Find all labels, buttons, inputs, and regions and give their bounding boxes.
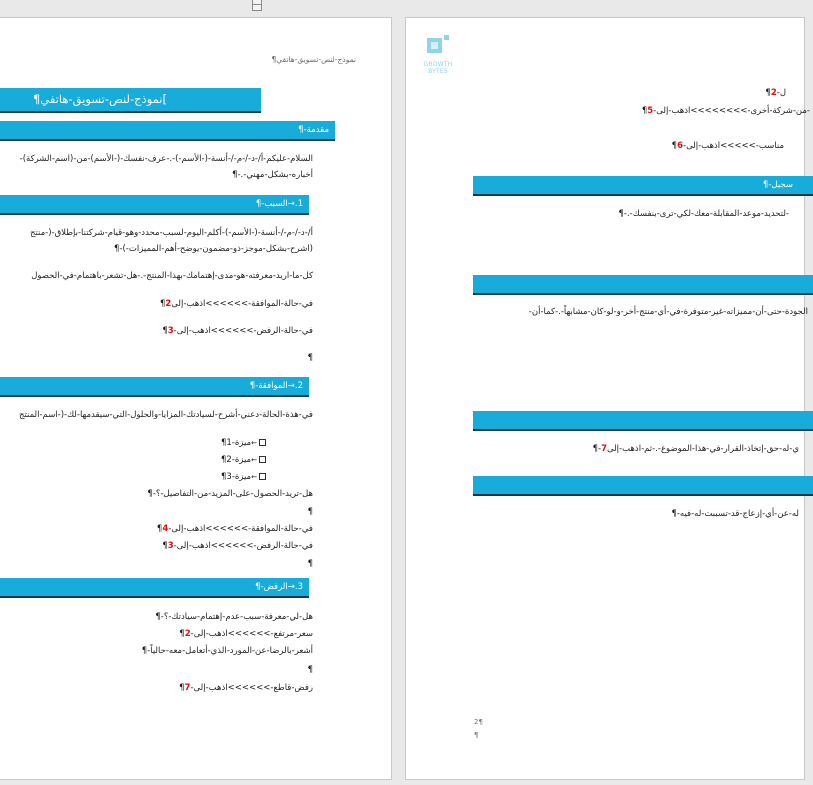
page-header: نموذج-لنص-تسويق-هاتفي¶ [271, 55, 356, 64]
heading-registration-label[interactable]: سجيل-¶ [762, 180, 793, 190]
intro-line-2[interactable]: أخباره-بشكل-مهني-.-¶ [232, 170, 313, 180]
blank-paragraph[interactable]: ¶ [307, 559, 313, 569]
feature-item[interactable] [221, 454, 266, 466]
intro-line-1[interactable]: السلام-عليكم-أ/-د-/-م-/-أنسة-(-الأسم-)-.-عرف-نفسك-(-الأسم)-من-(اسم-الشركة)- [19, 154, 313, 164]
heading-intro [0, 121, 335, 141]
reason-line-3[interactable]: كل-ما-اريد-معرفته-هو-مدى-إهتمامك-بهذا-المنتج-.-هل-تشعر-باهتمام-في-الحصول [31, 271, 313, 281]
document-page-1 [0, 17, 392, 780]
document-title[interactable]: ]نموذج-لنص-تسويق-هاتفي¶ [32, 92, 167, 106]
refusal-flat-text: رفض-قاطع->>>>>>اذهب-إلى- [190, 683, 313, 693]
pilcrow: -¶ [592, 444, 602, 454]
checkbox-bullet-icon [259, 439, 266, 446]
refusal-flat-line[interactable] [179, 682, 313, 694]
blank-paragraph[interactable]: ¶ [307, 507, 313, 517]
reason-agree-line[interactable] [160, 298, 313, 310]
heading-section-7 [473, 476, 813, 496]
checkbox-bullet-icon [259, 456, 266, 463]
feature-label: ميزة-3¶ [220, 472, 252, 482]
page-number: 2¶ [474, 718, 483, 726]
refusal-line-1[interactable]: هل-لي-معرفة-سبب-عدم-إهتمام-سيادتك-؟-¶ [155, 612, 313, 622]
goto-number: 7 [601, 444, 607, 454]
goto-number: 5 [647, 106, 654, 116]
logo-square-icon [427, 38, 442, 53]
feature-item[interactable] [221, 471, 266, 483]
heading-agreement-label[interactable]: 2.→الموافقة-¶ [249, 381, 303, 391]
pilcrow: ¶ [179, 683, 185, 693]
goto-number: 6 [677, 141, 683, 151]
goto-number: 4 [162, 524, 169, 534]
pilcrow: ¶ [765, 88, 771, 98]
goto-number: 3 [167, 541, 174, 551]
goto-number: 7 [184, 683, 191, 693]
line-text: -من-شركة-أخرى->>>>>>>>اذهب-إلى- [653, 106, 810, 116]
blank-paragraph[interactable]: ¶ [307, 665, 313, 675]
agreement-refuse-line[interactable] [162, 540, 313, 552]
pilcrow: ¶ [159, 299, 166, 309]
section-5-line-1[interactable]: الجودة-حتى-أن-مميزاته-غير-متوفرة-في-أي-منتج-أخر-و-لو-كان-مشابهاً-.-كما-أن- [528, 307, 808, 317]
growth-bytes-logo [423, 35, 453, 75]
heading-refusal [0, 578, 309, 598]
section-7-line-1[interactable]: له-عن-أي-إزعاج-قد-تسببت-له-فيه-¶ [671, 509, 799, 519]
tab-arrow-icon: ← [251, 439, 257, 447]
refusal-price-line[interactable] [179, 628, 313, 640]
reason-agree-text: في-حالة-الموافقة->>>>>>اذهب-إلى [171, 299, 313, 309]
refusal-price-text: سعر-مرتفع->>>>>>اذهب-إلى- [190, 629, 313, 639]
heading-section-5 [473, 275, 813, 295]
feature-item[interactable] [221, 437, 266, 449]
goto-number: 2 [165, 299, 172, 309]
reason-line-1[interactable]: أ/-د-/-م-/-أنسة-(-الأسم-)-أكلم-اليوم-لسبب-محدد-وهو-قيام-شركتنا-بإطلاق-(-منتج [29, 228, 313, 238]
layout-icon[interactable] [252, 0, 262, 11]
heading-intro-label[interactable]: مقدمة-¶ [298, 125, 329, 135]
continued-line-a[interactable] [765, 87, 786, 99]
heading-section-6 [473, 411, 813, 431]
pilcrow: ¶ [179, 629, 185, 639]
tab-arrow-icon: ← [251, 473, 257, 481]
checkbox-bullet-icon [259, 473, 266, 480]
footer-blank-paragraph: ¶ [474, 731, 479, 739]
logo-text-line-2: BYTES [428, 68, 448, 75]
goto-number: 2 [770, 88, 777, 98]
registration-line-1[interactable]: -لتحديد-موعد-المقابلة-معك-لكي-ترى-بنفسك-.-¶ [618, 209, 789, 219]
document-title-bar [0, 88, 261, 113]
heading-agreement [0, 377, 309, 397]
heading-refusal-label[interactable]: 3.→الرفض-¶ [255, 582, 303, 592]
pilcrow: ¶ [671, 141, 678, 151]
logo-text-line-1: GROWTH [423, 61, 453, 68]
agreement-line-1[interactable]: في-هذة-الحالة-دعني-أشرح-لسيادتك-المزايا-والحلول-التي-سيقدمها-لك-(-اسم-المنتج [18, 410, 313, 420]
line-text: مناسب->>>>>اذهب-إلى- [683, 141, 784, 151]
pilcrow: ¶ [162, 541, 168, 551]
reason-refuse-line[interactable] [162, 325, 313, 337]
feature-label: ميزة-1¶ [220, 438, 252, 448]
reason-line-2[interactable]: (اشرح-بشكل-موجز-ذو-مضمون-يوضح-أهم-المميزات-)-¶ [114, 244, 313, 254]
pilcrow: ¶ [162, 326, 168, 336]
heading-reason-label[interactable]: 1.→السبب-¶ [255, 199, 303, 209]
blank-paragraph[interactable]: ¶ [307, 353, 313, 363]
goto-number: 3 [167, 326, 174, 336]
reason-refuse-text: في-حالة-الرفض->>>>>>اذهب-إلى- [173, 326, 313, 336]
heading-reason [0, 195, 309, 215]
pilcrow: ¶ [641, 106, 648, 116]
section-6-line-1[interactable] [593, 443, 799, 455]
pilcrow: ¶ [156, 524, 163, 534]
agreement-agree-line[interactable] [157, 523, 313, 535]
agreement-refuse-text: في-حالة-الرفض->>>>>>اذهب-إلى- [173, 541, 313, 551]
goto-number: 2 [184, 629, 191, 639]
line-text: ل- [776, 88, 786, 98]
heading-registration [473, 176, 813, 196]
logo-dot-icon [444, 35, 449, 40]
agreement-agree-text: في-حالة-الموافقة->>>>>>اذهب-إلى- [168, 524, 313, 534]
document-page-2 [405, 17, 810, 780]
feature-label: ميزة-2¶ [220, 455, 252, 465]
continued-line-b[interactable] [642, 105, 810, 117]
refusal-line-3[interactable]: أشعر-بالرضا-عن-المورد-الذي-أتعامل-معه-حالياً-¶ [141, 646, 313, 656]
agreement-question[interactable]: هل-تريد-الحصول-على-المزيد-من-التفاصيل-؟-¶ [147, 489, 313, 499]
continued-line-c[interactable] [672, 140, 784, 152]
line-text: ي-له-حق-إتخاذ-القرار-في-هذا-الموضوع-.-ثم-اذهب-إلى [606, 444, 799, 454]
tab-arrow-icon: ← [251, 456, 257, 464]
